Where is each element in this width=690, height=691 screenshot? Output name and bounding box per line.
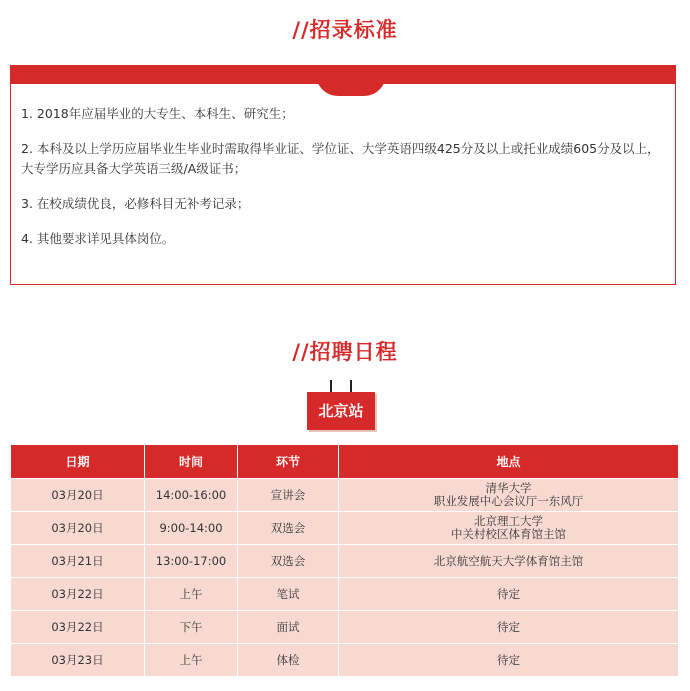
cell-time: 9:00-14:00 xyxy=(145,512,238,545)
table-row xyxy=(11,578,679,611)
place-line: 待定 xyxy=(497,586,520,601)
table-row xyxy=(11,479,679,512)
cell-stage: 双选会 xyxy=(238,512,339,545)
cell-date: 03月22日 xyxy=(11,578,145,611)
requirements-list xyxy=(21,104,661,264)
cell-stage: 双选会 xyxy=(238,545,339,578)
column-header-stage: 环节 xyxy=(238,445,339,479)
requirement-item: 2. 本科及以上学历应届毕业生毕业时需取得毕业证、学位证、大学英语四级425分及以上或托业成绩605分及以上，大专学历应具备大学英语三级/A级证书； xyxy=(21,141,660,176)
cell-place xyxy=(339,545,679,578)
place-line: 待定 xyxy=(497,652,520,667)
table-row xyxy=(11,611,679,644)
cell-date: 03月20日 xyxy=(11,479,145,512)
schedule-table xyxy=(10,444,679,677)
cell-date: 03月21日 xyxy=(11,545,145,578)
place-line: 职业发展中心会议厅一东风厅 xyxy=(433,494,584,508)
cell-place xyxy=(339,578,679,611)
cell-time: 上午 xyxy=(145,578,238,611)
cell-date: 03月22日 xyxy=(11,611,145,644)
column-header-date: 日期 xyxy=(11,445,145,479)
requirement-item: 4. 其他要求详见具体岗位。 xyxy=(21,231,175,246)
place-line: 北京航空航天大学体育馆主馆 xyxy=(433,553,584,568)
cell-place xyxy=(339,512,679,545)
place-line: 中关村校区体育馆主馆 xyxy=(451,527,566,541)
requirement-item: 3. 在校成绩优良，必修科目无补考记录； xyxy=(21,196,250,211)
section-title-requirements: //招录标准 xyxy=(292,18,398,42)
requirements-box xyxy=(10,65,676,285)
table-row xyxy=(11,512,679,545)
station-label: 北京站 xyxy=(307,392,375,430)
section-title-schedule: //招聘日程 xyxy=(292,340,398,364)
cell-stage: 笔试 xyxy=(238,578,339,611)
cell-time: 上午 xyxy=(145,644,238,677)
cell-date: 03月20日 xyxy=(11,512,145,545)
place-line: 北京理工大学 xyxy=(474,514,543,528)
requirement-item: 1. 2018年应届毕业的大专生、本科生、研究生； xyxy=(21,106,294,121)
column-header-time: 时间 xyxy=(145,445,238,479)
cell-stage: 面试 xyxy=(238,611,339,644)
column-header-place: 地点 xyxy=(339,445,679,479)
cell-stage: 宣讲会 xyxy=(238,479,339,512)
place-line: 待定 xyxy=(497,619,520,634)
cell-stage: 体检 xyxy=(238,644,339,677)
table-row xyxy=(11,545,679,578)
cell-place xyxy=(339,644,679,677)
cell-time: 下午 xyxy=(145,611,238,644)
requirements-header-tab xyxy=(316,74,386,96)
table-row xyxy=(11,644,679,677)
cell-time: 14:00-16:00 xyxy=(145,479,238,512)
cell-place xyxy=(339,479,679,512)
place-line: 清华大学 xyxy=(485,481,532,495)
cell-place xyxy=(339,611,679,644)
cell-time: 13:00-17:00 xyxy=(145,545,238,578)
table-header-row xyxy=(11,445,679,479)
station-badge xyxy=(307,380,375,432)
cell-date: 03月23日 xyxy=(11,644,145,677)
